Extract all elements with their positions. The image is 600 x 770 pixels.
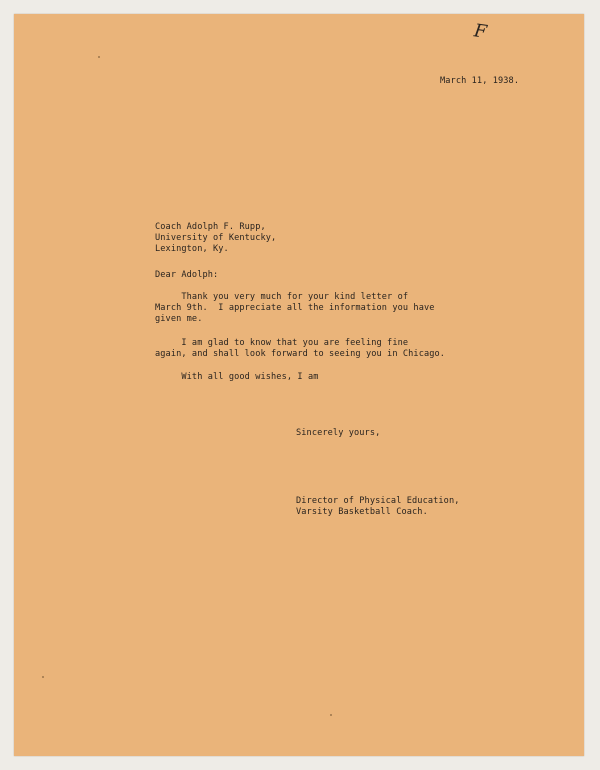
signature-line-1: Director of Physical Education, — [296, 496, 460, 506]
paragraph-2-line-1: I am glad to know that you are feeling fine — [155, 338, 409, 348]
signature-block — [296, 496, 460, 518]
signature-line-2: Varsity Basketball Coach. — [296, 507, 428, 517]
paragraph-1-line-2: March 9th. I appreciate all the information you have — [155, 303, 435, 313]
paragraph-2-line-2: again, and shall look forward to seeing you in Chicago. — [155, 349, 446, 359]
body-paragraph-2 — [155, 338, 445, 360]
recipient-line-2: University of Kentucky, — [155, 233, 277, 243]
body-paragraph-3: With all good wishes, I am — [155, 372, 319, 382]
body-paragraph-1 — [155, 292, 435, 325]
paragraph-1-line-1: Thank you very much for your kind letter of — [155, 292, 409, 302]
salutation: Dear Adolph: — [155, 270, 219, 280]
paragraph-1-line-3: given me. — [155, 314, 203, 324]
recipient-line-3: Lexington, Ky. — [155, 244, 229, 254]
closing: Sincerely yours, — [296, 428, 381, 438]
handwritten-mark: F — [472, 20, 488, 43]
recipient-address — [155, 222, 276, 255]
recipient-line-1: Coach Adolph F. Rupp, — [155, 222, 266, 232]
letter-paper — [14, 14, 584, 756]
letter-date: March 11, 1938. — [440, 76, 520, 86]
